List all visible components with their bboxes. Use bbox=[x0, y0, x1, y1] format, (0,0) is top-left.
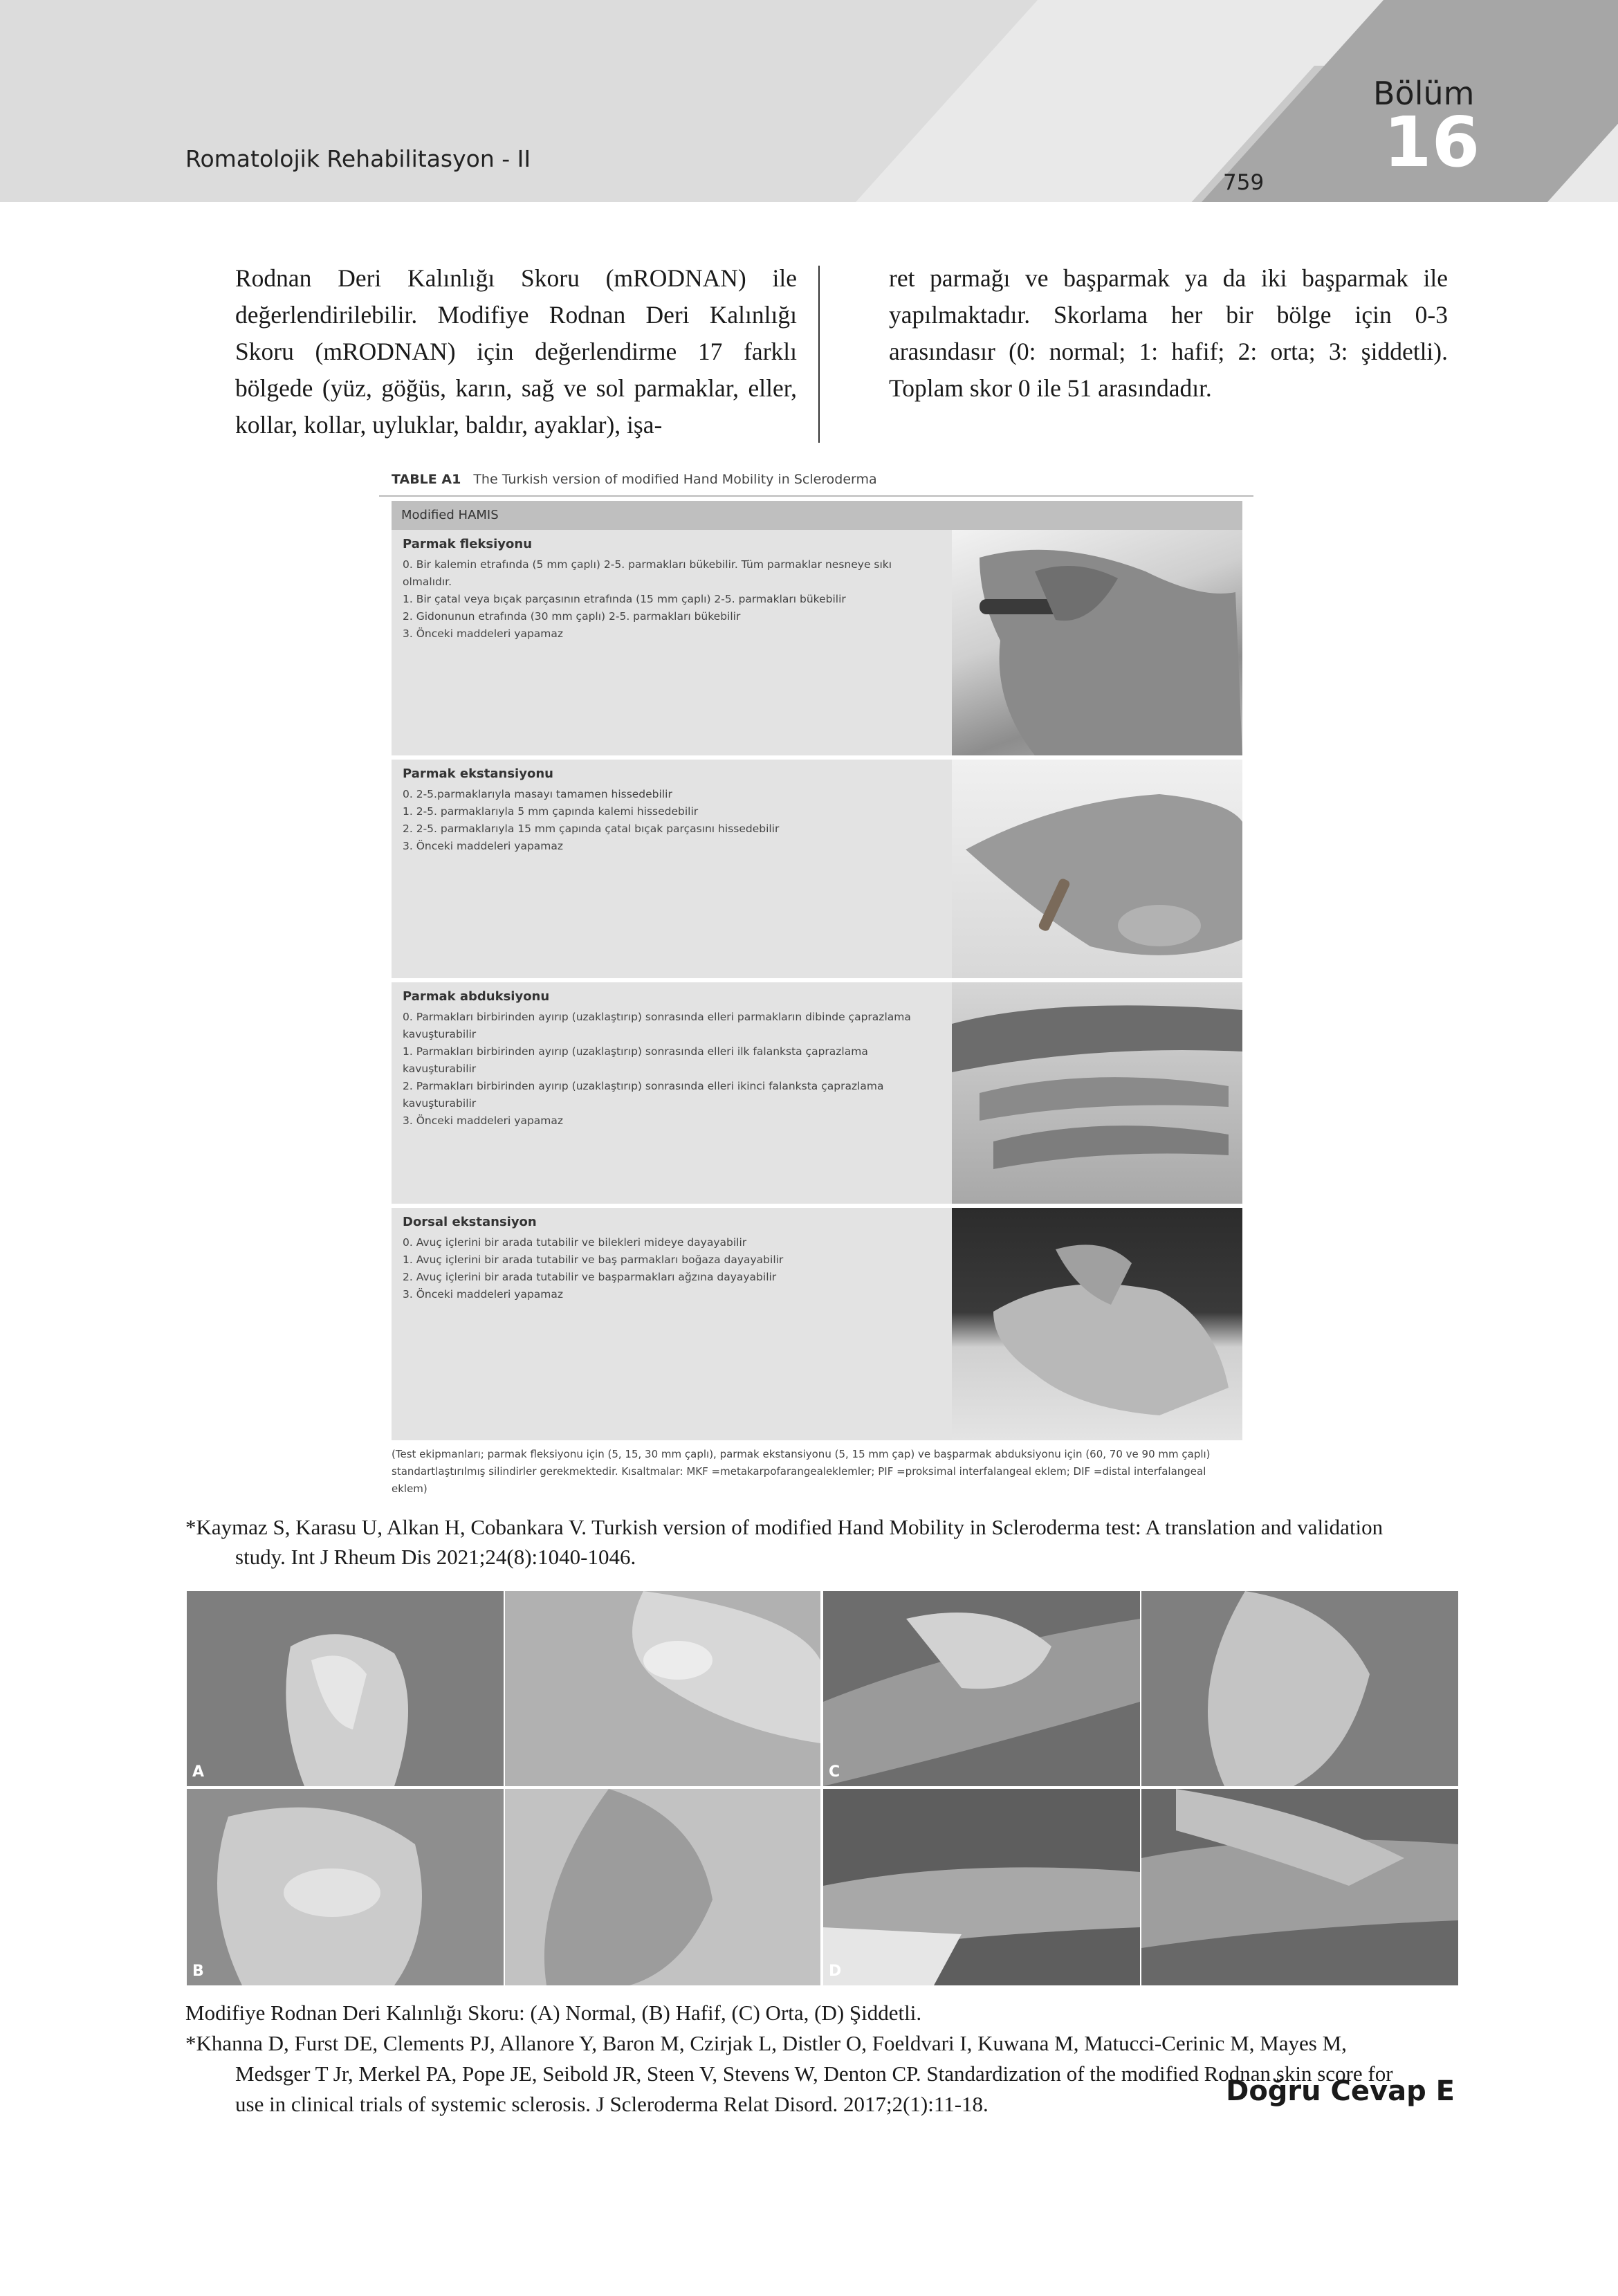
panel-letter-a: A bbox=[192, 1763, 205, 1781]
item-text: 0. Avuç içlerini bir arada tutabilir ve bilekleri mideye dayayabilir bbox=[403, 1236, 747, 1249]
hamis-table-figure bbox=[379, 463, 1253, 1509]
page-number: 759 bbox=[1223, 170, 1265, 195]
item-text: 2. 2-5. parmaklarıyla 15 mm çapında çatal bıçak parçasını hissedebilir bbox=[403, 823, 780, 835]
section-title: Dorsal ekstansiyon bbox=[403, 1215, 537, 1229]
photo-panel-d-right bbox=[1141, 1789, 1458, 1985]
item-text: 0. Parmakları birbirinden ayırıp (uzaklaştırıp) sonrasında elleri parmakların dibinde çaprazlama kavuşturabilir bbox=[403, 1011, 911, 1040]
photo-panel-b-left bbox=[187, 1789, 504, 1985]
item-text: 3. Önceki maddeleri yapamaz bbox=[403, 1114, 564, 1127]
reference-line: use in clinical trials of systemic sclerosis. J Scleroderma Relat Disord. 2017;2(1):11-18. bbox=[235, 2092, 989, 2116]
hand-photo-dorsal-extension bbox=[952, 1208, 1242, 1440]
item-text: 1. Avuç içlerini bir arada tutabilir ve baş parmakları boğaza dayayabilir bbox=[403, 1253, 784, 1266]
section-title: Parmak abduksiyonu bbox=[403, 989, 550, 1004]
section-title: Parmak ekstansiyonu bbox=[403, 766, 553, 781]
panel-letter-d: D bbox=[829, 1963, 842, 1980]
panel-letter-c: C bbox=[829, 1763, 840, 1781]
skin-score-photo-grid bbox=[187, 1591, 1458, 1985]
reference-line: *Khanna D, Furst DE, Clements PJ, Allanore Y, Baron M, Czirjak L, Distler O, Foeldvari I, Kuwana M, Matucci-Cerinic M, Mayes M, bbox=[185, 2031, 1347, 2055]
section-items bbox=[403, 556, 942, 643]
page-header bbox=[0, 0, 1618, 202]
table-subheader: Modified HAMIS bbox=[392, 501, 1242, 530]
table-title: The Turkish version of modified Hand Mobility in Scleroderma bbox=[473, 472, 877, 487]
photo-panel-d-left bbox=[823, 1789, 1140, 1985]
section-items bbox=[403, 1009, 942, 1130]
photo-panel-a-right bbox=[505, 1591, 820, 1786]
reference-kaymaz bbox=[185, 1512, 1454, 1572]
item-text: 0. 2-5.parmaklarıyla masayı tamamen hissedebilir bbox=[403, 788, 672, 800]
section-title: Parmak fleksiyonu bbox=[403, 537, 533, 551]
item-text: 1. Bir çatal veya bıçak parçasının etrafında (15 mm çaplı) 2-5. parmakları bükebilir bbox=[403, 593, 846, 605]
reference-line: Medsger T Jr, Merkel PA, Pope JE, Seibold JR, Steen V, Stevens W, Denton CP. Standardization of the modified Rodnan skin score for bbox=[235, 2061, 1393, 2086]
section-finger-abduction bbox=[392, 982, 1242, 1204]
table-caption bbox=[392, 472, 877, 487]
table-footnote: (Test ekipmanları; parmak fleksiyonu için (5, 15, 30 mm çaplı), parmak ekstansiyonu (5, 15 mm çap) ve başparmak abduksiyonu için (60, 70 ve 90 mm çaplı) standartlaştırılmış silindirler gerekmektedir. Kısaltmalar: MKF =metakarpofarangealeklemler; PIF =proksimal interfalangeal eklem; DIF =distal interfalangeal eklem) bbox=[392, 1448, 1211, 1495]
section-items bbox=[403, 786, 942, 855]
reference-line: study. Int J Rheum Dis 2021;24(8):1040-1046. bbox=[235, 1545, 636, 1569]
hand-photo-finger-flexion bbox=[952, 530, 1242, 755]
column-divider bbox=[818, 266, 820, 443]
photo-panel-c-right bbox=[1141, 1591, 1458, 1786]
section-finger-extension bbox=[392, 760, 1242, 978]
table-rule bbox=[379, 495, 1253, 497]
section-dorsal-extension bbox=[392, 1208, 1242, 1440]
body-left-column: Rodnan Deri Kalınlığı Skoru (mRODNAN) ile değerlendirilebilir. Modifiye Rodnan Deri Kalınlığı Skoru (mRODNAN) için değerlendirme 17 farklı bölgede (yüz, göğüs, karın, sağ ve sol parmaklar, eller, kollar, kollar, uyluklar, baldır, ayaklar), işa- bbox=[235, 264, 797, 439]
hand-photo-finger-abduction bbox=[952, 982, 1242, 1204]
section-items bbox=[403, 1234, 942, 1303]
correct-answer: Doğru Cevap E bbox=[1226, 2075, 1455, 2107]
item-text: 2. Gidonunun etrafında (30 mm çaplı) 2-5. parmakları bükebilir bbox=[403, 610, 741, 623]
chapter-label: Bölüm bbox=[1373, 75, 1475, 112]
reference-line: *Kaymaz S, Karasu U, Alkan H, Cobankara V. Turkish version of modified Hand Mobility in Scleroderma test: A translation and validation bbox=[185, 1515, 1383, 1539]
book-title: Romatolojik Rehabilitasyon - II bbox=[185, 145, 531, 172]
section-finger-flexion bbox=[392, 530, 1242, 755]
item-text: 1. Parmakları birbirinden ayırıp (uzaklaştırıp) sonrasında elleri ilk falanksta çaprazlama kavuşturabilir bbox=[403, 1045, 868, 1075]
item-text: 3. Önceki maddeleri yapamaz bbox=[403, 1288, 564, 1301]
item-text: 2. Avuç içlerini bir arada tutabilir ve başparmakları ağzına dayayabilir bbox=[403, 1271, 777, 1283]
hand-photo-finger-extension bbox=[952, 760, 1242, 978]
item-text: 1. 2-5. parmaklarıyla 5 mm çapında kalemi hissedebilir bbox=[403, 805, 699, 818]
item-text: 0. Bir kalemin etrafında (5 mm çaplı) 2-5. parmakları bükebilir. Tüm parmaklar nesneye sıkı olmalıdır. bbox=[403, 558, 892, 588]
chapter-number: 16 bbox=[1383, 102, 1480, 183]
photo-panel-a-left bbox=[187, 1591, 504, 1786]
item-text: 3. Önceki maddeleri yapamaz bbox=[403, 627, 564, 640]
photo-panel-c-left bbox=[823, 1591, 1140, 1786]
item-text: 2. Parmakları birbirinden ayırıp (uzaklaştırıp) sonrasında elleri ikinci falanksta çaprazlama kavuşturabilir bbox=[403, 1080, 884, 1110]
table-label: TABLE A1 bbox=[392, 472, 461, 487]
body-right-column: ret parmağı ve başparmak ya da iki başparmak ile yapılmaktadır. Skorlama her bir bölge için 0-3 arasındasır (0: normal; 1: hafif; 2: orta; 3: şiddetli). Toplam skor 0 ile 51 arasındadır. bbox=[889, 264, 1448, 402]
panel-letter-b: B bbox=[192, 1963, 204, 1980]
item-text: 3. Önceki maddeleri yapamaz bbox=[403, 840, 564, 852]
photo-panel-b-right bbox=[505, 1789, 820, 1985]
figure-caption: Modifiye Rodnan Deri Kalınlığı Skoru: (A) Normal, (B) Hafif, (C) Orta, (D) Şiddetli. bbox=[185, 2001, 922, 2025]
